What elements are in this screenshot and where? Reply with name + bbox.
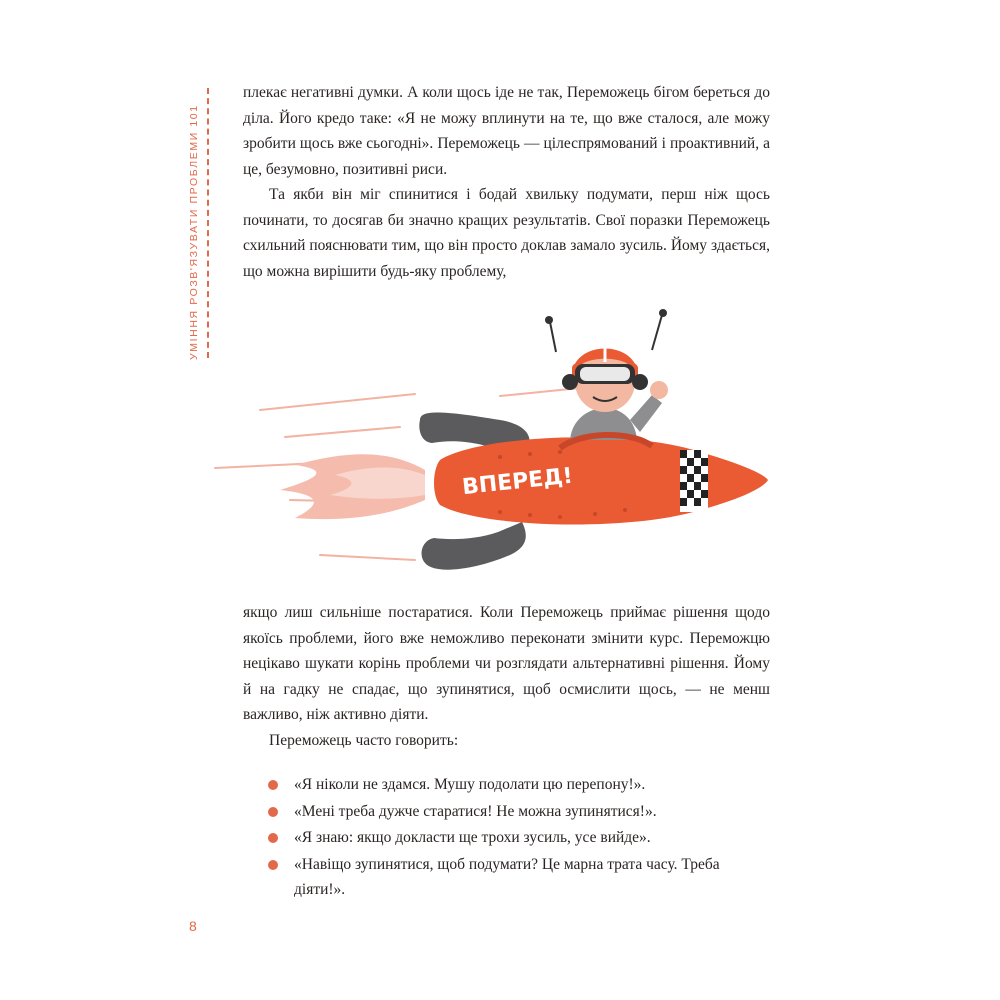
paragraph: якщо лиш сильніше постаратися. Коли Переможець приймає рішення щодо якоїсь проблеми, його вже неможливо переконати змінити курс. Переможцю нецікаво шукати корінь проблеми чи розглядати альтернативні рішення. Йому й на гадку не спадає, що зупинятися, щоб осмислити щось, — не менш важливо, ніж активно діяти. xyxy=(243,604,770,723)
bullet-dot-icon xyxy=(268,860,278,870)
rocket-label: ВПЕРЕД! xyxy=(461,463,575,501)
quote-list xyxy=(268,772,768,904)
bullet-dot-icon xyxy=(268,780,278,790)
running-head: УМІННЯ РОЗВ'ЯЗУВАТИ ПРОБЛЕМИ 101 xyxy=(188,104,200,360)
pilot-icon xyxy=(545,309,668,440)
checkered-stripe-icon xyxy=(680,450,708,512)
list-item: «Мені треба дужче старатися! Не можна зупинятися!». xyxy=(268,799,768,825)
paragraph: Переможець часто говорить: xyxy=(269,731,459,749)
text-block-top xyxy=(243,80,770,284)
page-number: 8 xyxy=(189,918,197,934)
rocket-illustration xyxy=(200,300,780,590)
bullet-dot-icon xyxy=(268,807,278,817)
paragraph: плекає негативні думки. А коли щось іде не так, Переможець бігом береться до діла. Його кредо таке: «Я не можу вплинути на те, що вже сталося, але можу зробити щось вже сьогодні». Переможець — цілеспрямований і проактивний, а це, безумовно, позитивні риси. xyxy=(243,84,770,178)
paragraph: Та якби він міг спинитися і бодай хвильку подумати, перш ніж щось починати, то досягав би значно кращих результатів. Свої поразки Переможець схильний пояснювати тим, що він просто доклав замало зусиль. Йому здається, що можна вирішити будь-яку проблему, xyxy=(243,186,770,280)
list-item: «Я ніколи не здамся. Мушу подолати цю перепону!». xyxy=(268,772,768,798)
bullet-dot-icon xyxy=(268,833,278,843)
text-block-bottom xyxy=(243,600,770,753)
list-item: «Я знаю: якщо докласти ще трохи зусиль, усе вийде». xyxy=(268,825,768,851)
list-item: «Навіщо зупинятися, щоб подумати? Це марна трата часу. Треба діяти!». xyxy=(268,852,768,903)
flame-icon xyxy=(280,454,425,519)
